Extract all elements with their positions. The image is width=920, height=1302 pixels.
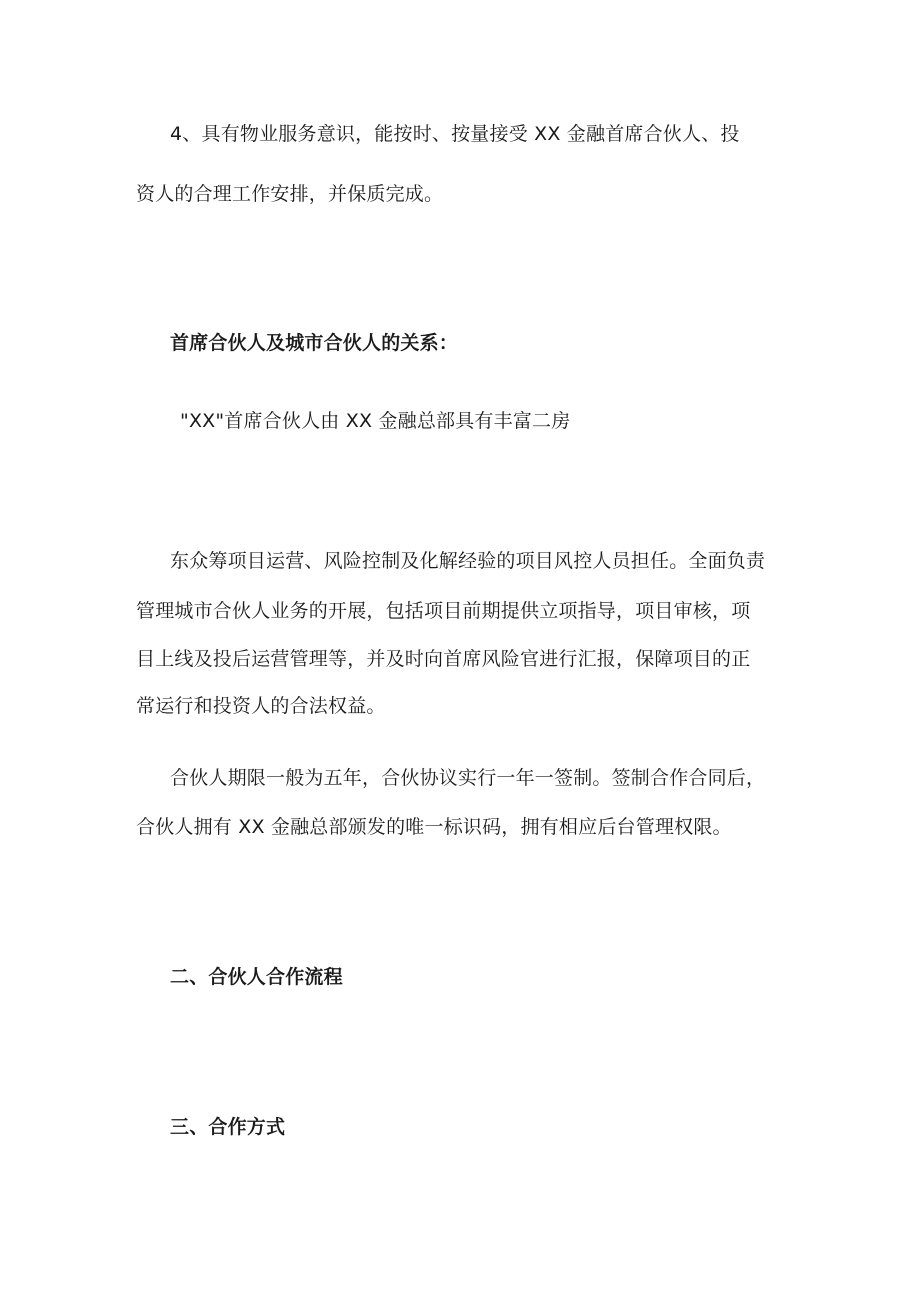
section3-heading: 三、合作方式	[170, 1116, 286, 1138]
item4-line2: 资人的合理工作安排，并保质完成。	[136, 183, 444, 205]
para1-line3: 目上线及投后运营管理等，并及时向首席风险官进行汇报，保障项目的正	[136, 648, 751, 670]
para2-line2: 合伙人拥有 XX 金融总部颁发的唯一标识码，拥有相应后台管理权限。	[136, 816, 732, 838]
para1-line2: 管理城市合伙人业务的开展，包括项目前期提供立项指导，项目审核，项	[136, 600, 751, 622]
para1-line1: 东众筹项目运营、风险控制及化解经验的项目风控人员担任。全面负责	[170, 550, 766, 572]
para1-line4: 常运行和投资人的合法权益。	[136, 695, 386, 717]
section2-heading: 二、合伙人合作流程	[170, 966, 343, 988]
item4-line1: 4、具有物业服务意识，能按时、按量接受 XX 金融首席合伙人、投	[170, 123, 740, 145]
para2-line1: 合伙人期限一般为五年，合伙协议实行一年一签制。签制合作合同后，	[170, 767, 766, 789]
relation-heading: 首席合伙人及城市合伙人的关系：	[170, 332, 459, 354]
quote-line: "XX"首席合伙人由 XX 金融总部具有丰富二房	[180, 410, 571, 432]
